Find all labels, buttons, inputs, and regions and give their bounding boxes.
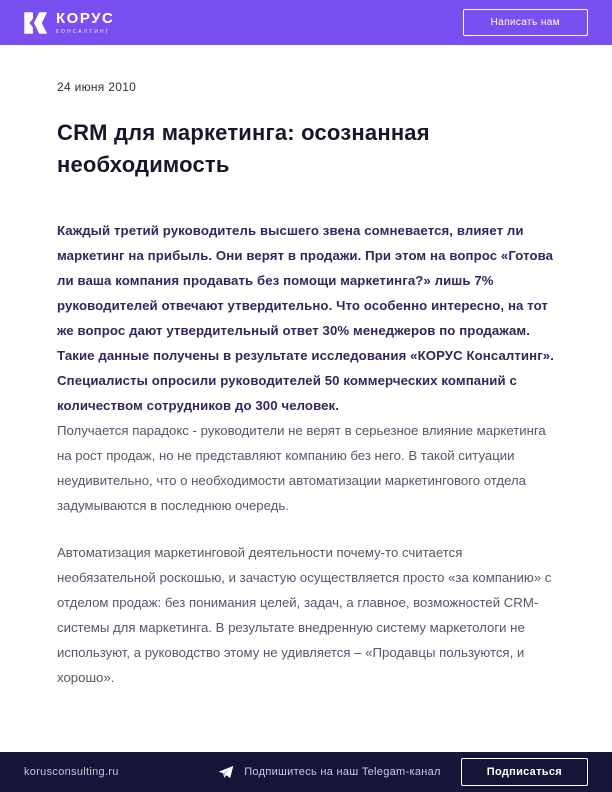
article-title: CRM для маркетинга: осознанная необходимость (57, 120, 430, 177)
contact-us-button[interactable]: Написать нам (463, 9, 588, 36)
korus-logo[interactable] (24, 11, 114, 35)
article-paragraph: Получается парадокс - руководители не верят в серьезное влияние маркетинга на рост продаж, но не представляют компанию без него. В такой ситуации неудивительно, что о необходимости автоматизации маркетингового отдела задумываются в последнюю очередь. (57, 422, 546, 513)
telegram-plane-icon (218, 765, 234, 780)
telegram-subscribe-block (218, 758, 588, 786)
article-date: 24 июня 2010 (57, 80, 137, 94)
site-link[interactable]: korusconsulting.ru (24, 766, 119, 778)
telegram-subscribe-text: Подпишитесь на наш Telegam-канал (244, 766, 441, 778)
article-paragraph: Автоматизация маркетинговой деятельности почему-то считается необязательной роскошью, и зачастую осуществляется просто «за компанию» с отделом продаж: без понимания целей, задач, а главное, возможностей CRM-системы для маркетинга. В результате внедренную систему маркетологи не используют, а руководство этому не удивляется – «Продавцы пользуются, и хорошо». (57, 544, 552, 685)
top-header (0, 0, 612, 45)
article-body (0, 80, 612, 690)
logo-brand: КОРУС (56, 9, 115, 27)
logo-text (56, 11, 114, 35)
article-lead-paragraph: Каждый третий руководитель высшего звена сомневается, влияет ли маркетинг на прибыль. Они верят в продажи. При этом на вопрос «Готова ли ваша компания продавать без помощи маркетинга?» лишь 7% руководителей отвечают утвердительно. Что особенно интересно, на тот же вопрос дают утвердительный ответ 30% менеджеров по продажам. Такие данные получены в результате исследования «КОРУС Консалтинг». Специалисты опросили руководителей 50 коммерческих компаний с количеством сотрудников до 300 человек. (57, 222, 554, 413)
logo-subtitle: КОНСАЛТИНГ (56, 28, 111, 35)
bottom-footer (0, 752, 612, 792)
subscribe-button[interactable]: Подписаться (461, 758, 588, 786)
korus-logo-icon (24, 11, 48, 35)
